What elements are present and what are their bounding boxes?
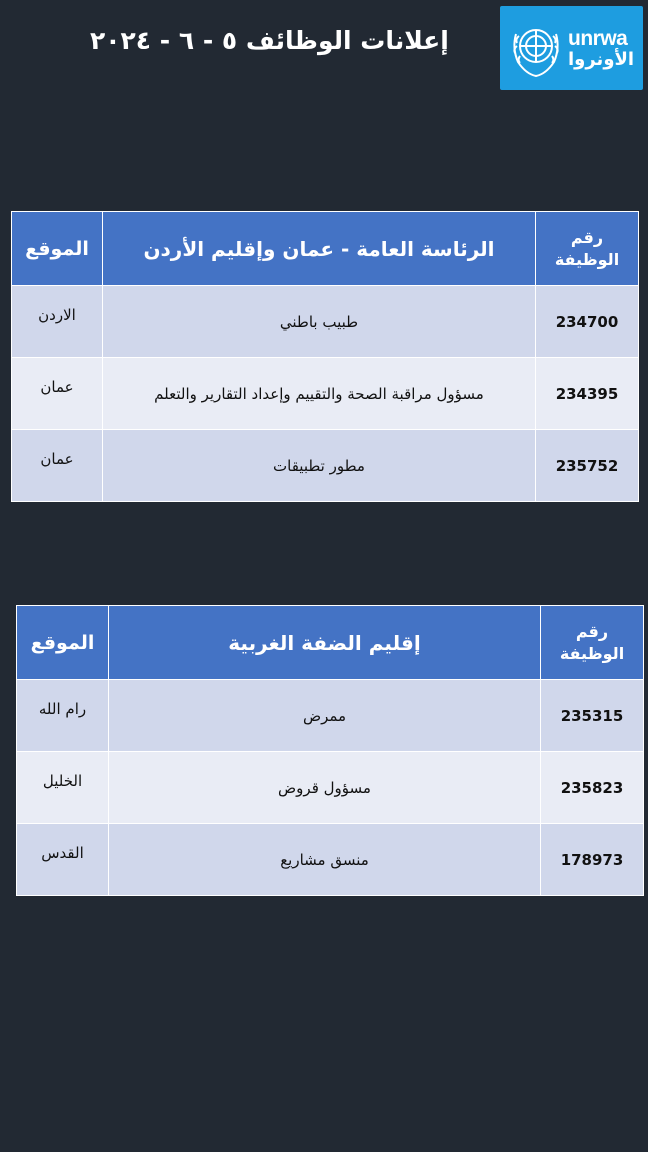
job-location: الاردن <box>12 286 103 358</box>
job-title: ممرض <box>109 680 541 752</box>
page-title: إعلانات الوظائف ٥ - ٦ - ٢٠٢٤ <box>90 26 449 55</box>
table-row <box>17 680 644 752</box>
jobs-table-west-bank <box>16 605 644 896</box>
job-title: مسؤول قروض <box>109 752 541 824</box>
table-row <box>17 752 644 824</box>
logo-english: unrwa <box>568 26 628 50</box>
job-title: طبيب باطني <box>103 286 536 358</box>
column-header-region: الرئاسة العامة - عمان وإقليم الأردن <box>103 212 536 286</box>
table-row <box>17 824 644 896</box>
job-number: 235752 <box>536 430 639 502</box>
job-number: 235315 <box>541 680 644 752</box>
table-header-row <box>17 606 644 680</box>
table-row <box>12 430 639 502</box>
job-title: مسؤول مراقبة الصحة والتقييم وإعداد التقارير والتعلم <box>103 358 536 430</box>
job-number: 234700 <box>536 286 639 358</box>
job-location: عمان <box>12 430 103 502</box>
unrwa-logo <box>500 6 643 90</box>
un-emblem-icon <box>508 16 564 80</box>
job-title: مطور تطبيقات <box>103 430 536 502</box>
job-title: منسق مشاريع <box>109 824 541 896</box>
job-location: عمان <box>12 358 103 430</box>
job-location: القدس <box>17 824 109 896</box>
job-number: 234395 <box>536 358 639 430</box>
table-row <box>12 358 639 430</box>
column-header-job-number: رقم الوظيفة <box>536 212 639 286</box>
jobs-table-jordan <box>11 211 639 502</box>
logo-text <box>568 28 634 69</box>
table-row <box>12 286 639 358</box>
column-header-location: الموقع <box>12 212 103 286</box>
column-header-location: الموقع <box>17 606 109 680</box>
logo-arabic: الأونروا <box>568 48 635 70</box>
job-number: 178973 <box>541 824 644 896</box>
job-location: رام الله <box>17 680 109 752</box>
table-header-row <box>12 212 639 286</box>
column-header-job-number: رقم الوظيفة <box>541 606 644 680</box>
job-location: الخليل <box>17 752 109 824</box>
job-number: 235823 <box>541 752 644 824</box>
page-header <box>0 0 648 100</box>
column-header-region: إقليم الضفة الغربية <box>109 606 541 680</box>
